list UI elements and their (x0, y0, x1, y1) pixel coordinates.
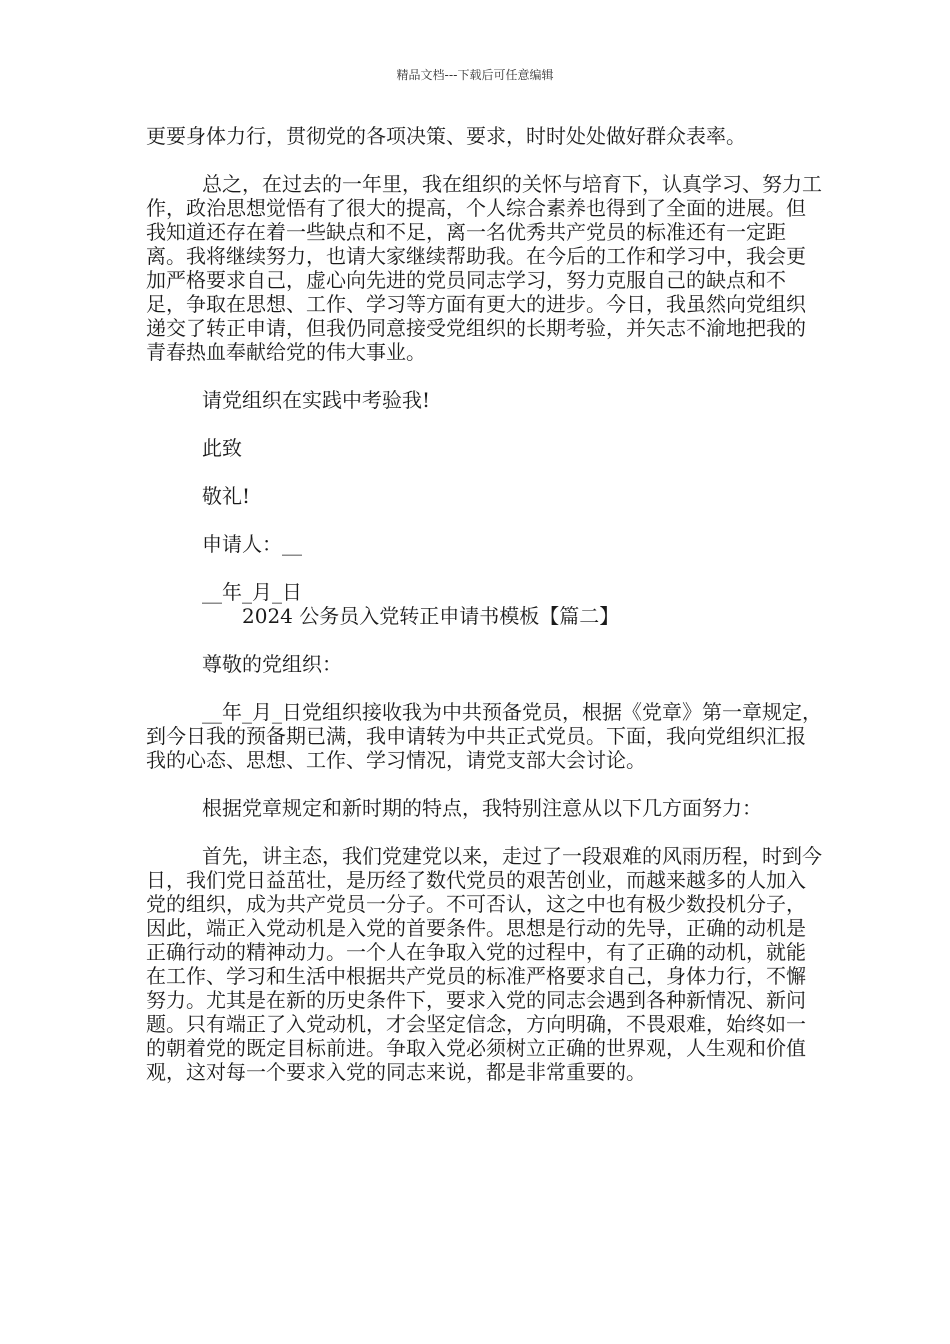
closing-phrase: 此致 (202, 436, 242, 460)
paragraph: 总之，在过去的一年里，我在组织的关怀与培育下，认真学习、努力工作，政治思想觉悟有了很大的提高，个人综合素养也得到了全面的进展。但我知道还存在着一些缺点和不足，离一名优秀共产党员的标准还有一定距离。我将继续努力，也请大家继续帮助我。在今后的工作和学习中，我会更加严格要求自己，虚心向先进的党员同志学习，努力克服自己的缺点和不足，争取在思想、工作、学习等方面有更大的进步。今日，我虽然向党组织递交了转正申请，但我仍同意接受党组织的长期考验，并矢志不渝地把我的青春热血奉献给党的伟大事业。 (146, 172, 822, 364)
paragraph: 根据党章规定和新时期的特点，我特别注意从以下几方面努力： (202, 796, 762, 820)
paragraph: 更要身体力行，贯彻党的各项决策、要求，时时处处做好群众表率。 (146, 124, 746, 148)
applicant-line: 申请人：__ (202, 532, 302, 556)
paragraph: 请党组织在实践中考验我! (202, 388, 431, 412)
paragraph: __年_月_日党组织接收我为中共预备党员，根据《党章》第一章规定，到今日我的预备期已满，我申请转为中共正式党员。下面，我向党组织汇报我的心态、思想、工作、学习情况，请党支部大会讨论。 (146, 700, 822, 772)
salutation: 敬礼! (202, 484, 251, 508)
date-line: __年_月_日 (202, 580, 302, 604)
document-body (146, 124, 822, 1084)
greeting: 尊敬的党组织： (202, 652, 342, 676)
paragraph: 首先，讲主态，我们党建党以来，走过了一段艰难的风雨历程，时到今日，我们党日益茁壮，是历经了数代党员的艰苦创业，而越来越多的人加入党的组织，成为共产党员一分子。不可否认，这之中也有极少数投机分子，因此，端正入党动机是入党的首要条件。思想是行动的先导，正确的动机是正确行动的精神动力。一个人在争取入党的过程中，有了正确的动机，就能在工作、学习和生活中根据共产党员的标准严格要求自己，身体力行，不懈努力。尤其是在新的历史条件下，要求入党的同志会遇到各种新情况、新问题。只有端正了入党动机，才会坚定信念，方向明确，不畏艰难，始终如一的朝着党的既定目标前进。争取入党必须树立正确的世界观，人生观和价值观，这对每一个要求入党的同志来说，都是非常重要的。 (146, 844, 822, 1084)
section-title: 2024 公务员入党转正申请书模板【篇二】 (242, 604, 620, 628)
page-header: 精品文档---下载后可任意编辑 (396, 68, 554, 82)
